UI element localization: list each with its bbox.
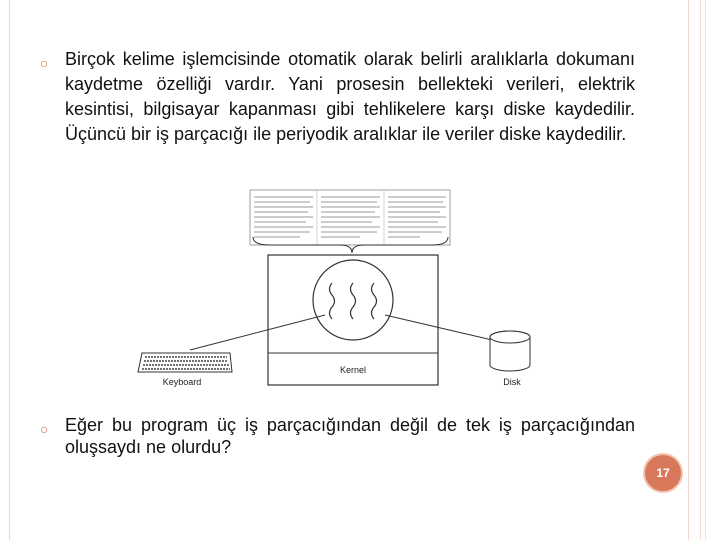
right-decoration <box>700 0 706 540</box>
keyboard-icon <box>138 353 232 372</box>
kernel-label: Kernel <box>339 365 367 375</box>
bullet-1-text: Birçok kelime işlemcisinde otomatik olarak belirli aralıklarla dokumanı kaydetme özelliği vardır. Yani prosesin bellekteki verileri, elektrik kesintisi, bilgisayar kapanması gibi tehlikelere karşı diske kaydedilir. Üçüncü bir iş parçacığı ile periyodik aralıklar ile veriler diske kaydedilir. <box>65 49 635 144</box>
disk-label: Disk <box>503 377 521 387</box>
process-circle <box>313 260 393 340</box>
diagram-svg <box>120 185 540 390</box>
word-processor-diagram <box>120 185 540 390</box>
bullet-2-text: Eğer bu program üç iş parçacığından değil de tek iş parçacığından oluşsaydı ne olurdu? <box>65 415 635 457</box>
document-pages <box>250 190 450 253</box>
page-number-badge: 17 <box>643 453 683 493</box>
keyboard-label: Keyboard <box>162 377 202 387</box>
disk-icon <box>490 331 530 371</box>
bullet-1-icon: ○ <box>40 55 49 71</box>
bullet-2-icon: ○ <box>40 421 49 437</box>
